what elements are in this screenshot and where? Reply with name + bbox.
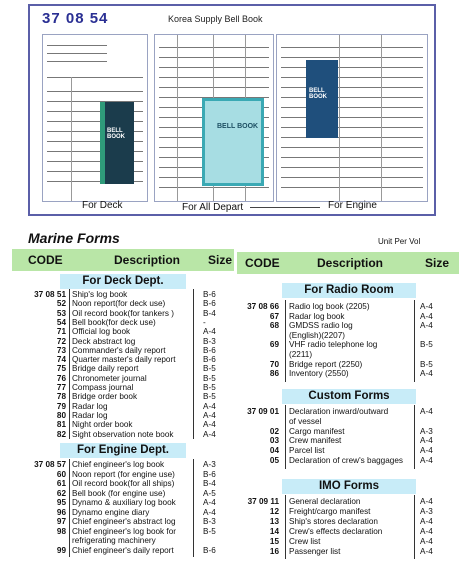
- item-description: Official log book: [72, 327, 131, 337]
- item-code: 99: [56, 545, 66, 555]
- item-code: 73: [56, 345, 66, 355]
- item-description: Crew manifest: [289, 436, 342, 446]
- item-size: A-4: [203, 327, 216, 337]
- item-description: Declaration of crew's baggages: [289, 456, 403, 465]
- item-code: 13: [269, 517, 279, 526]
- item-description: Dynamo & auxiliary log book: [72, 498, 176, 507]
- right-column-divider: [285, 300, 286, 382]
- unit-note: Unit Per Vol: [378, 237, 421, 246]
- item-description: Compass journal: [72, 383, 134, 392]
- item-description: Inventory (2550): [289, 369, 349, 379]
- item-description: (2211): [289, 350, 313, 359]
- item-description: Chief engineer's abstract log: [72, 517, 176, 526]
- item-size: A-4: [203, 410, 216, 420]
- item-code: 04: [269, 446, 279, 456]
- item-code: 02: [269, 426, 279, 436]
- item-size: B-6: [203, 299, 216, 309]
- item-code: 69: [269, 340, 279, 350]
- item-description: Chief engineer's log book: [72, 460, 165, 469]
- item-size: B-5: [203, 383, 216, 392]
- item-size: B-5: [203, 364, 216, 374]
- right-column-divider: [414, 300, 415, 382]
- item-description: Parcel list: [289, 446, 325, 456]
- item-code: 37 08 66: [247, 302, 279, 311]
- item-description: Chief engineer's log book for: [72, 526, 176, 536]
- item-code: 62: [56, 488, 66, 498]
- deck-book-label: BELL BOOK: [107, 128, 125, 140]
- item-description: Freight/cargo manifest: [289, 507, 371, 516]
- item-code: 80: [56, 410, 66, 420]
- deck-dept-band: For Deck Dept.: [60, 274, 186, 289]
- item-description: Chronometer journal: [72, 373, 147, 383]
- right-column-divider: [414, 495, 415, 559]
- item-description: Cargo manifest: [289, 426, 345, 436]
- right-description-header: Description: [317, 256, 384, 270]
- item-description: VHF radio telephone log: [289, 340, 378, 350]
- item-description: Declaration inward/outward: [289, 407, 389, 416]
- left-size-header: Size: [208, 253, 233, 267]
- item-code: 54: [56, 317, 66, 327]
- item-size: A-4: [420, 517, 433, 526]
- item-size: A-3: [420, 426, 433, 436]
- item-description: Bell book(for deck use): [72, 317, 156, 327]
- left-column-divider: [193, 459, 194, 557]
- item-description: Noon report (for engine use): [72, 469, 175, 479]
- item-description: Crew's effects declaration: [289, 527, 383, 536]
- item-size: A-4: [420, 407, 433, 416]
- item-description: Bridge daily report: [72, 364, 139, 374]
- item-description: Commander's daily report: [72, 345, 166, 355]
- item-code: 14: [269, 527, 279, 536]
- item-code: 37 08 51: [34, 290, 66, 299]
- right-column-divider: [285, 405, 286, 469]
- item-size: B-6: [203, 345, 216, 355]
- left-column-divider: [193, 289, 194, 439]
- item-code: 68: [269, 321, 279, 331]
- item-description: Bridge report (2250): [289, 359, 363, 369]
- item-code: 16: [269, 547, 279, 556]
- caption-leader-line: [270, 207, 320, 208]
- item-code: 03: [269, 436, 279, 446]
- item-code: 76: [56, 373, 66, 383]
- item-size: B-5: [420, 359, 433, 369]
- item-size: A-4: [420, 537, 433, 546]
- radio-room-band: For Radio Room: [282, 283, 416, 298]
- item-code: 61: [56, 479, 66, 488]
- item-code: 75: [56, 364, 66, 374]
- item-description: Radar log: [72, 410, 108, 420]
- item-description: of vessel: [289, 416, 322, 426]
- caption-for-engine: For Engine: [328, 200, 377, 211]
- item-size: A-4: [420, 497, 433, 506]
- item-size: B-6: [203, 545, 216, 555]
- figure-title: Korea Supply Bell Book: [168, 14, 263, 24]
- item-description: Ship's stores declaration: [289, 517, 378, 526]
- item-size: B-4: [203, 479, 216, 488]
- item-code: 77: [56, 383, 66, 392]
- engine-dept-band: For Engine Dept.: [60, 443, 186, 458]
- engine-form-illustration: [276, 34, 428, 202]
- item-size: B-5: [420, 340, 433, 350]
- right-column-divider: [285, 495, 286, 559]
- figure-product-code: 37 08 54: [42, 10, 109, 27]
- engine-book-label: BELL BOOK: [309, 88, 327, 100]
- item-description: refrigerating machinery: [72, 536, 156, 545]
- item-size: A-4: [203, 429, 216, 439]
- section-title: Marine Forms: [28, 230, 120, 246]
- item-description: Radio log book (2205): [289, 302, 370, 311]
- left-table-header: [12, 249, 234, 271]
- item-size: A-5: [203, 488, 216, 498]
- item-code: 98: [56, 526, 66, 536]
- item-description: Oil record book(for tankers ): [72, 308, 174, 318]
- item-size: A-4: [203, 420, 216, 430]
- right-column-divider: [414, 405, 415, 469]
- deck-bell-book-cover: [100, 102, 134, 184]
- item-description: Radar log book: [289, 311, 345, 321]
- item-size: B-4: [203, 308, 216, 318]
- left-column-divider: [69, 459, 70, 557]
- item-description: General declaration: [289, 497, 361, 506]
- item-size: A-4: [420, 436, 433, 446]
- item-size: B-5: [203, 526, 216, 536]
- item-code: 82: [56, 429, 66, 439]
- item-size: A-4: [420, 446, 433, 456]
- item-code: 97: [56, 517, 66, 526]
- caption-for-deck: For Deck: [82, 200, 123, 211]
- item-size: B-5: [203, 392, 216, 402]
- item-size: A-4: [420, 369, 433, 379]
- item-code: 37 08 57: [34, 460, 66, 469]
- item-description: Dynamo engine diary: [72, 507, 150, 517]
- item-size: -: [203, 317, 206, 327]
- item-description: Ship's log book: [72, 290, 128, 299]
- item-description: Noon report(for deck use): [72, 299, 166, 309]
- item-code: 81: [56, 420, 66, 430]
- item-size: B-6: [203, 290, 216, 299]
- left-column-divider: [69, 289, 70, 439]
- product-figure: [28, 4, 436, 216]
- item-code: 74: [56, 355, 66, 365]
- imo-forms-band: IMO Forms: [282, 479, 416, 494]
- item-size: B-5: [203, 373, 216, 383]
- item-code: 96: [56, 507, 66, 517]
- item-code: 86: [269, 369, 279, 379]
- item-description: Bell book (for engine use): [72, 488, 166, 498]
- all-depart-bell-book-cover: [202, 98, 264, 186]
- item-code: 72: [56, 336, 66, 346]
- custom-forms-band: Custom Forms: [282, 389, 416, 404]
- item-code: 53: [56, 308, 66, 318]
- item-description: Crew list: [289, 537, 321, 546]
- item-code: 78: [56, 392, 66, 402]
- item-code: 52: [56, 299, 66, 309]
- item-description: Deck abstract log: [72, 336, 136, 346]
- item-size: B-3: [203, 336, 216, 346]
- left-description-header: Description: [114, 253, 181, 267]
- item-size: A-4: [420, 527, 433, 536]
- item-code: 67: [269, 311, 279, 321]
- item-code: 95: [56, 498, 66, 507]
- item-description: Bridge order book: [72, 392, 138, 402]
- item-size: A-4: [420, 302, 433, 311]
- item-description: Quarter master's daily report: [72, 355, 176, 365]
- item-description: Night order book: [72, 420, 133, 430]
- item-size: A-3: [420, 507, 433, 516]
- item-code: 37 09 01: [247, 407, 279, 416]
- item-size: A-4: [420, 547, 433, 556]
- right-size-header: Size: [425, 256, 450, 270]
- all-depart-book-label: BELL BOOK: [217, 123, 259, 130]
- item-code: 79: [56, 401, 66, 411]
- engine-bell-book-cover: [306, 60, 338, 138]
- item-code: 05: [269, 456, 279, 465]
- right-code-header: CODE: [245, 256, 280, 270]
- item-size: A-4: [420, 456, 433, 465]
- item-description: (English)(2207): [289, 330, 345, 340]
- item-code: 60: [56, 469, 66, 479]
- item-code: 15: [269, 537, 279, 546]
- item-description: GMDSS radio log: [289, 321, 353, 331]
- caption-for-all-depart: For All Depart: [182, 202, 244, 213]
- item-code: 71: [56, 327, 66, 337]
- item-description: Oil record book(for all ships): [72, 479, 175, 488]
- item-description: Radar log: [72, 401, 108, 411]
- item-size: A-3: [203, 460, 216, 469]
- item-description: Sight observation note book: [72, 429, 174, 439]
- item-description: Passenger list: [289, 547, 341, 556]
- item-size: B-6: [203, 355, 216, 365]
- item-size: B-6: [203, 469, 216, 479]
- item-code: 70: [269, 359, 279, 369]
- item-size: B-3: [203, 517, 216, 526]
- caption-leader-line: [250, 207, 270, 208]
- item-size: A-4: [203, 507, 216, 517]
- left-code-header: CODE: [28, 253, 63, 267]
- item-size: A-4: [203, 401, 216, 411]
- item-size: A-4: [420, 311, 433, 321]
- item-size: A-4: [420, 321, 433, 331]
- item-code: 12: [269, 507, 279, 516]
- right-table-header: [237, 252, 459, 274]
- item-description: Chief engineer's daily report: [72, 545, 174, 555]
- item-size: A-4: [203, 498, 216, 507]
- item-code: 37 09 11: [247, 497, 279, 506]
